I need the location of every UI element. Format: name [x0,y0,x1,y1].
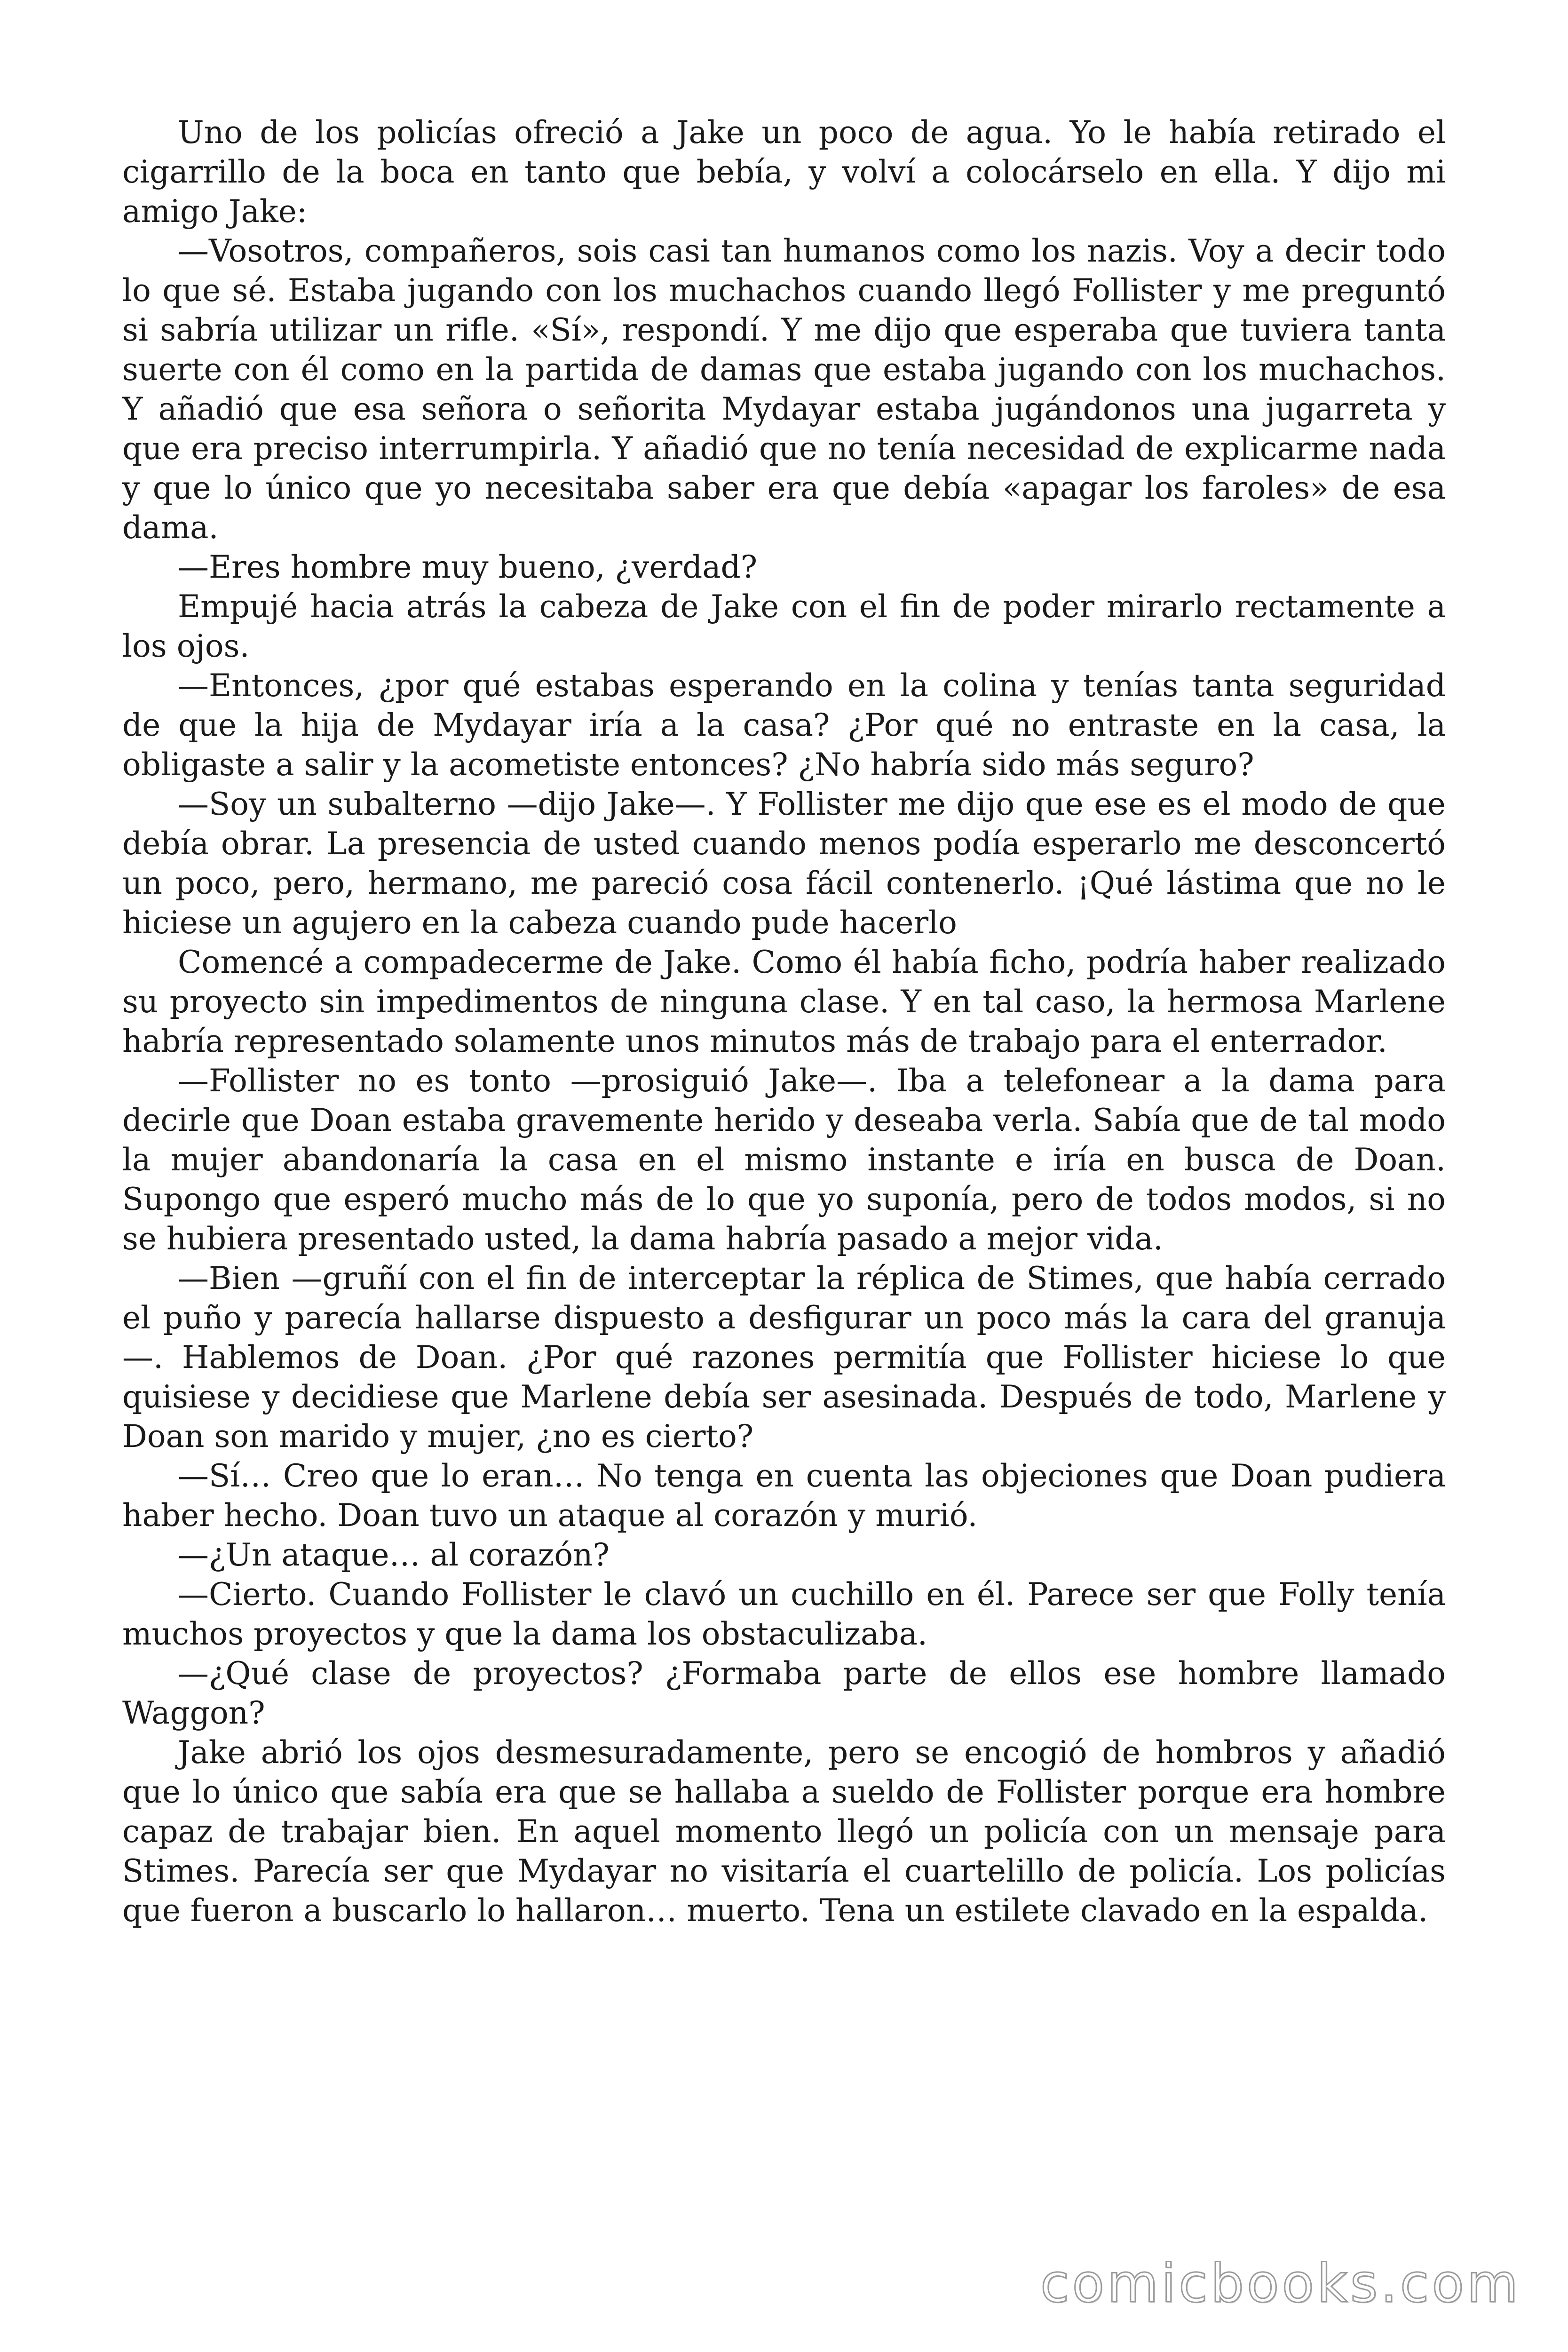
paragraph: —¿Un ataque… al corazón? [178,1537,610,1573]
paragraph: Uno de los policías ofreció a Jake un poco de agua. Yo le había retirado el cigarrillo de la boca en tanto que bebía, y volví a colocárselo en ella. Y dijo mi amigo Jake: [122,114,1446,230]
paragraph: —Entonces, ¿por qué estabas esperando en la colina y tenías tanta seguridad de que la hija de Mydayar iría a la casa? ¿Por qué no entraste en la casa, la obligaste a salir y la acometiste entonces? ¿No habría sido más seguro? [122,667,1446,783]
paragraph: —Bien —gruñí con el fin de interceptar la réplica de Stimes, que había cerrado el puño y parecía hallarse dispuesto a desfigurar un poco más la cara del granuja—. Hablemos de Doan. ¿Por qué razones permitía que Follister hiciese lo que quisiese y decidiese que Marlene debía ser asesinada. Después de todo, Marlene y Doan son marido y mujer, ¿no es cierto? [122,1260,1446,1454]
paragraph: —Vosotros, compañeros, sois casi tan humanos como los nazis. Voy a decir todo lo que sé. Estaba jugando con los muchachos cuando llegó Follister y me preguntó si sabría utilizar un rifle. «Sí», respondí. Y me dijo que esperaba que tuviera tanta suerte con él como en la partida de damas que estaba jugando con los muchachos. Y añadió que esa señora o señorita Mydayar estaba jugándonos una jugarreta y que era preciso interrumpirla. Y añadió que no tenía necesidad de explicarme nada y que lo único que yo necesitaba saber era que debía «apagar los faroles» de esa dama. [122,233,1446,546]
paragraph: —Follister no es tonto —prosiguió Jake—. Iba a telefonear a la dama para decirle que Doan estaba gravemente herido y deseaba verla. Sabía que de tal modo la mujer abandonaría la casa en el mismo instante e iría en busca de Doan. Supongo que esperó mucho más de lo que yo suponía, pero de todos modos, si no se hubiera presentado usted, la dama habría pasado a mejor vida. [122,1063,1446,1257]
paragraph: Empujé hacia atrás la cabeza de Jake con el fin de poder mirarlo rectamente a los ojos. [122,588,1446,664]
paragraph: Comencé a compadecerme de Jake. Como él había ficho, podría haber realizado su proyecto sin impedimentos de ninguna clase. Y en tal caso, la hermosa Marlene habría representado solamente unos minutos más de trabajo para el enterrador. [122,944,1446,1059]
paragraph: —Sí… Creo que lo eran… No tenga en cuenta las objeciones que Doan pudiera haber hecho. Doan tuvo un ataque al corazón y murió. [122,1458,1446,1534]
paragraph: —Cierto. Cuando Follister le clavó un cuchillo en él. Parece ser que Folly tenía muchos proyectos y que la dama los obstaculizaba. [122,1576,1446,1652]
paragraph: —Soy un subalterno —dijo Jake—. Y Follister me dijo que ese es el modo de que debía obrar. La presencia de usted cuando menos podía esperarlo me desconcertó un poco, pero, hermano, me pareció cosa fácil contenerlo. ¡Qué lástima que no le hiciese un agujero en la cabeza cuando pude hacerlo [122,786,1446,941]
paragraph: —¿Qué clase de proyectos? ¿Formaba parte de ellos ese hombre llamado Waggon? [122,1655,1446,1731]
paragraph: Jake abrió los ojos desmesuradamente, pero se encogió de hombros y añadió que lo único que sabía era que se hallaba a sueldo de Follister porque era hombre capaz de trabajar bien. En aquel momento llegó un policía con un mensaje para Stimes. Parecía ser que Mydayar no visitaría el cuartelillo de policía. Los policías que fueron a buscarlo lo hallaron… muerto. Tena un estilete clavado en la espalda. [122,1734,1446,1929]
paragraph: —Eres hombre muy bueno, ¿verdad? [178,549,758,585]
page-text [122,113,1446,1931]
watermark: comicbooks.com [1040,2253,1521,2314]
